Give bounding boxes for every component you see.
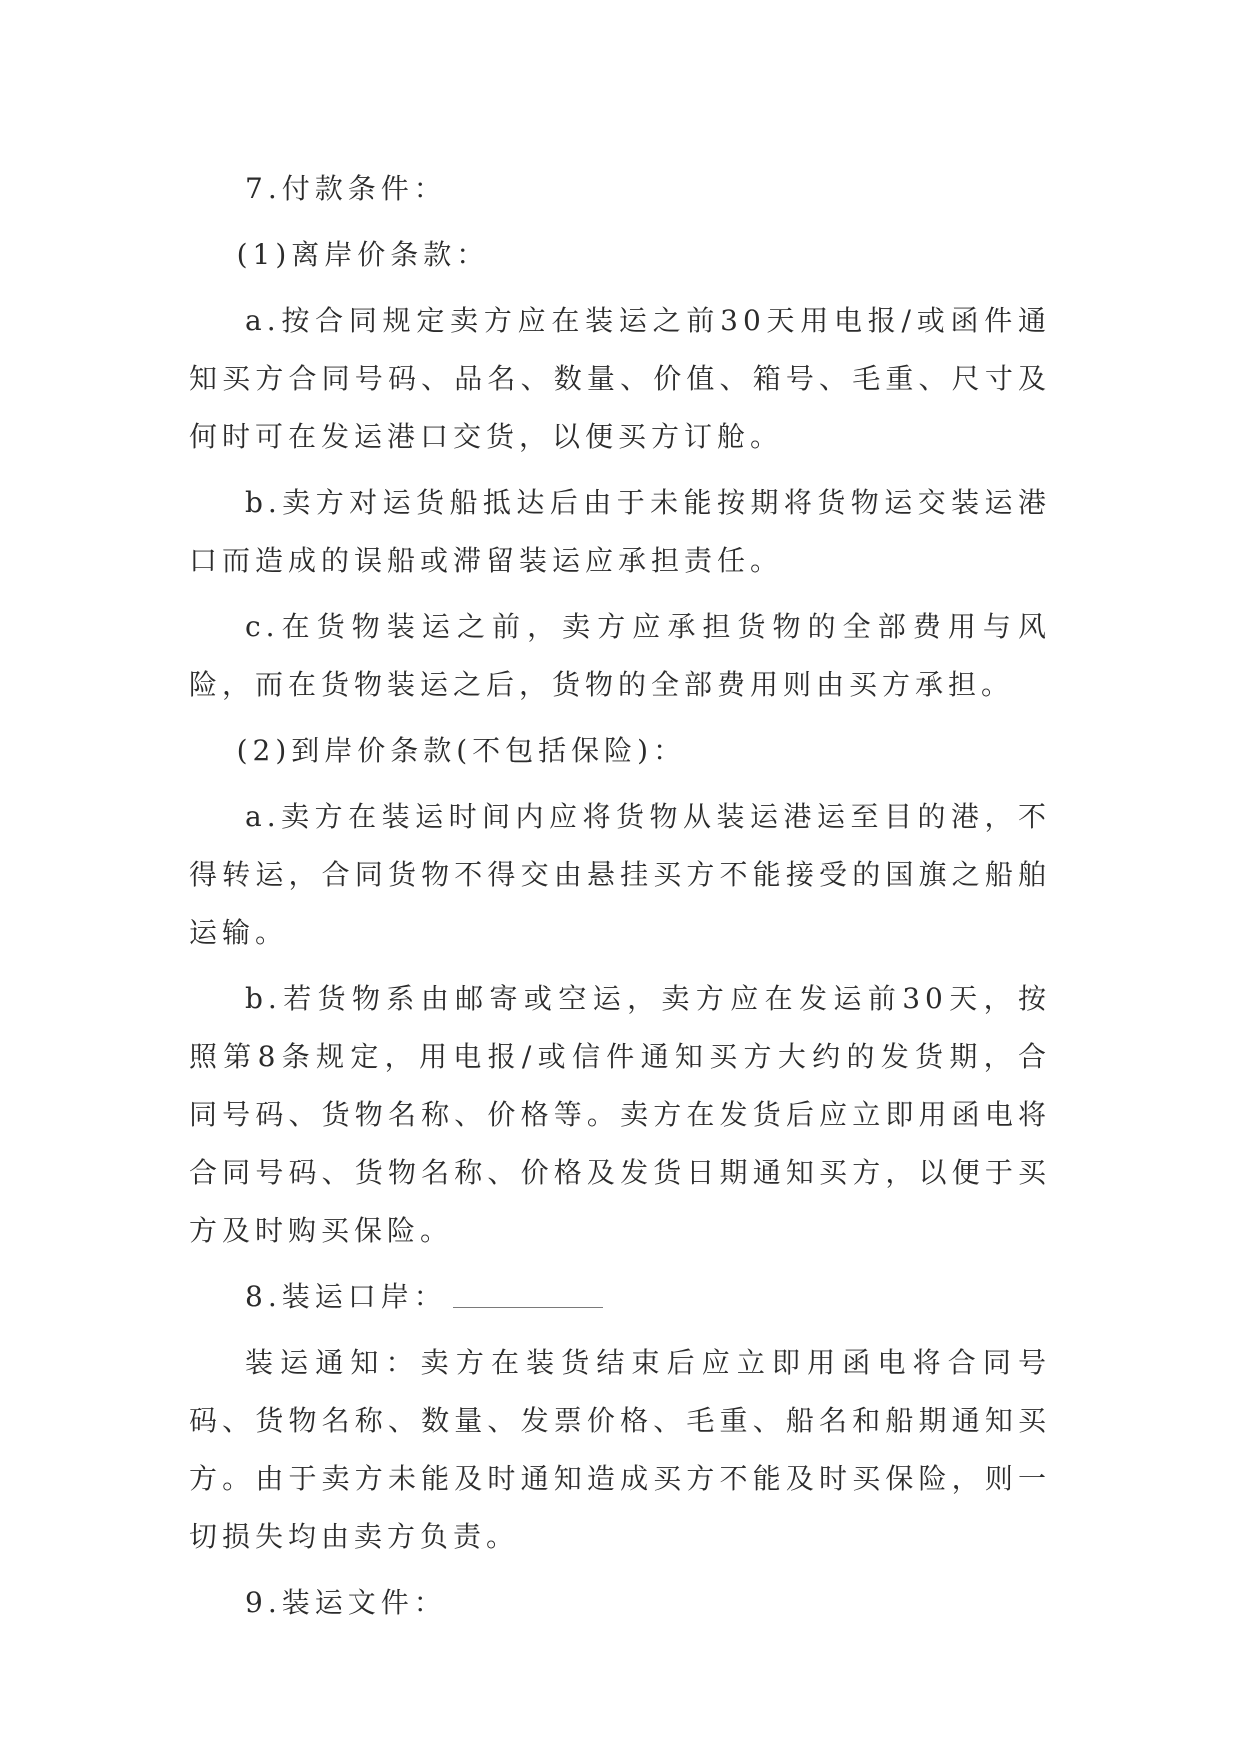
document-body: [189, 160, 1051, 1640]
clause-7-1-heading: (1)离岸价条款：: [236, 238, 490, 271]
clause-8-heading: [189, 1268, 1051, 1326]
clause-8-label: 8.装运口岸：: [245, 1280, 447, 1313]
clause-7-2-heading: (2)到岸价条款(不包括保险)：: [236, 734, 687, 767]
clause-9-heading: 9.装运文件：: [245, 1586, 447, 1619]
shipment-notice: 装运通知：卖方在装货结束后应立即用函电将合同号码、货物名称、数量、发票价格、毛重、船名和船期通知买方。由于卖方未能及时通知造成买方不能及时买保险，则一切损失均由卖方负责。: [189, 1346, 1051, 1553]
loading-port-blank: [453, 1277, 603, 1308]
clause-7-heading: 7.付款条件：: [245, 172, 447, 205]
clause-7-1-a: a.按合同规定卖方应在装运之前30天用电报/或函件通知买方合同号码、品名、数量、价值、箱号、毛重、尺寸及何时可在发运港口交货，以便买方订舱。: [189, 304, 1051, 453]
clause-7-1-b: b.卖方对运货船抵达后由于未能按期将货物运交装运港口而造成的误船或滞留装运应承担责任。: [189, 486, 1051, 577]
clause-7-1-c: c.在货物装运之前，卖方应承担货物的全部费用与风险，而在货物装运之后，货物的全部费用则由买方承担。: [189, 610, 1051, 701]
clause-7-2-a: a.卖方在装运时间内应将货物从装运港运至目的港，不得转运，合同货物不得交由悬挂买方不能接受的国旗之船舶运输。: [189, 800, 1051, 949]
clause-7-2-b: b.若货物系由邮寄或空运，卖方应在发运前30天，按照第8条规定，用电报/或信件通知买方大约的发货期，合同号码、货物名称、价格等。卖方在发货后应立即用函电将合同号码、货物名称、价格及发货日期通知买方，以便于买方及时购买保险。: [189, 982, 1051, 1247]
